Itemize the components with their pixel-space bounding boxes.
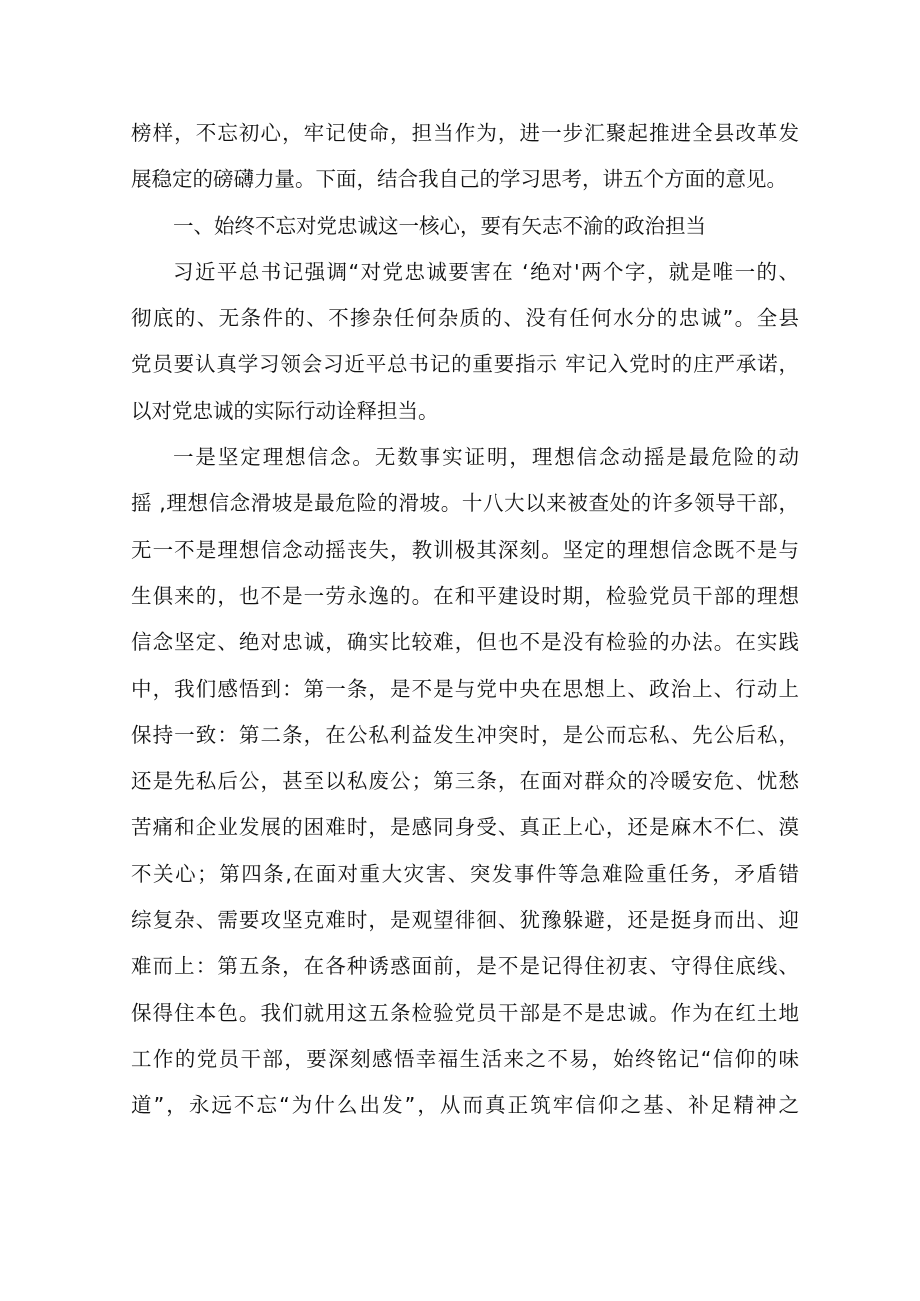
- text-line: 信念坚定、绝对忠诚，确实比较难，但也不是没有检验的办法。在实践: [131, 630, 799, 655]
- paragraph: [131, 434, 799, 1128]
- text-line: 还是先私后公，甚至以私废公；第三条，在面对群众的冷暖安危、忧愁: [131, 769, 799, 794]
- text-line: 生俱来的，也不是一劳永逸的。在和平建设时期，检验党员干部的理想: [131, 583, 799, 608]
- text-line: 保持一致：第二条，在公私利益发生冲突时，是公而忘私、先公后私，: [131, 722, 799, 747]
- text-line: 无一不是理想信念动摇丧失，教训极其深刻。坚定的理想信念既不是与: [131, 537, 799, 562]
- text-line: 工作的党员干部，要深刻感悟幸福生活来之不易，始终铭记“信仰的味: [131, 1046, 799, 1071]
- text-line: 展稳定的磅礴力量。下面，结合我自己的学习思考，讲五个方面的意见。: [131, 167, 787, 192]
- section-heading: [131, 203, 799, 249]
- text-line: 综复杂、需要攻坚克难时，是观望徘徊、犹豫躲避，还是挺身而出、迎: [131, 908, 799, 933]
- text-line: 苦痛和企业发展的困难时，是感同身受、真正上心，还是麻木不仁、漠: [131, 815, 799, 840]
- text-line: 一是坚定理想信念。无数事实证明，理想信念动摇是最危险的动: [173, 445, 799, 470]
- text-line: 党员要认真学习领会习近平总书记的重要指示 牢记入党时的庄严承诺，: [131, 352, 799, 377]
- document-body: [131, 110, 799, 1129]
- text-line: 不关心；第四条,在面对重大灾害、突发事件等急难险重任务，矛盾错: [131, 861, 799, 886]
- text-line: 彻底的、无条件的、不掺杂任何杂质的、没有任何水分的忠诚”。全县: [131, 306, 799, 331]
- text-line: 摇 ,理想信念滑坡是最危险的滑坡。十八大以来被查处的许多领导干部，: [131, 491, 799, 516]
- text-line: 榜样，不忘初心，牢记使命，担当作为，进一步汇聚起推进全县改革发: [131, 121, 799, 145]
- text-line: 难而上：第五条，在各种诱惑面前，是不是记得住初衷、守得住底线、: [131, 954, 799, 979]
- heading-line: 一、始终不忘对党忠诚这一核心，要有矢志不渝的政治担当: [173, 213, 706, 238]
- paragraph: [131, 249, 799, 434]
- text-line: 保得住本色。我们就用这五条检验党员干部是不是忠诚。作为在红土地: [131, 1000, 799, 1025]
- text-line: 习近平总书记强调“对党忠诚要害在 ‘绝对'两个字，就是唯一的、: [173, 259, 799, 284]
- text-line: 道”，永远不忘“为什么出发”，从而真正筑牢信仰之基、补足精神之: [131, 1093, 799, 1118]
- text-line: 中，我们感悟到：第一条，是不是与党中央在思想上、政治上、行动上: [131, 676, 799, 701]
- paragraph: [131, 110, 799, 203]
- text-line: 以对党忠诚的实际行动诠释担当。: [131, 398, 439, 423]
